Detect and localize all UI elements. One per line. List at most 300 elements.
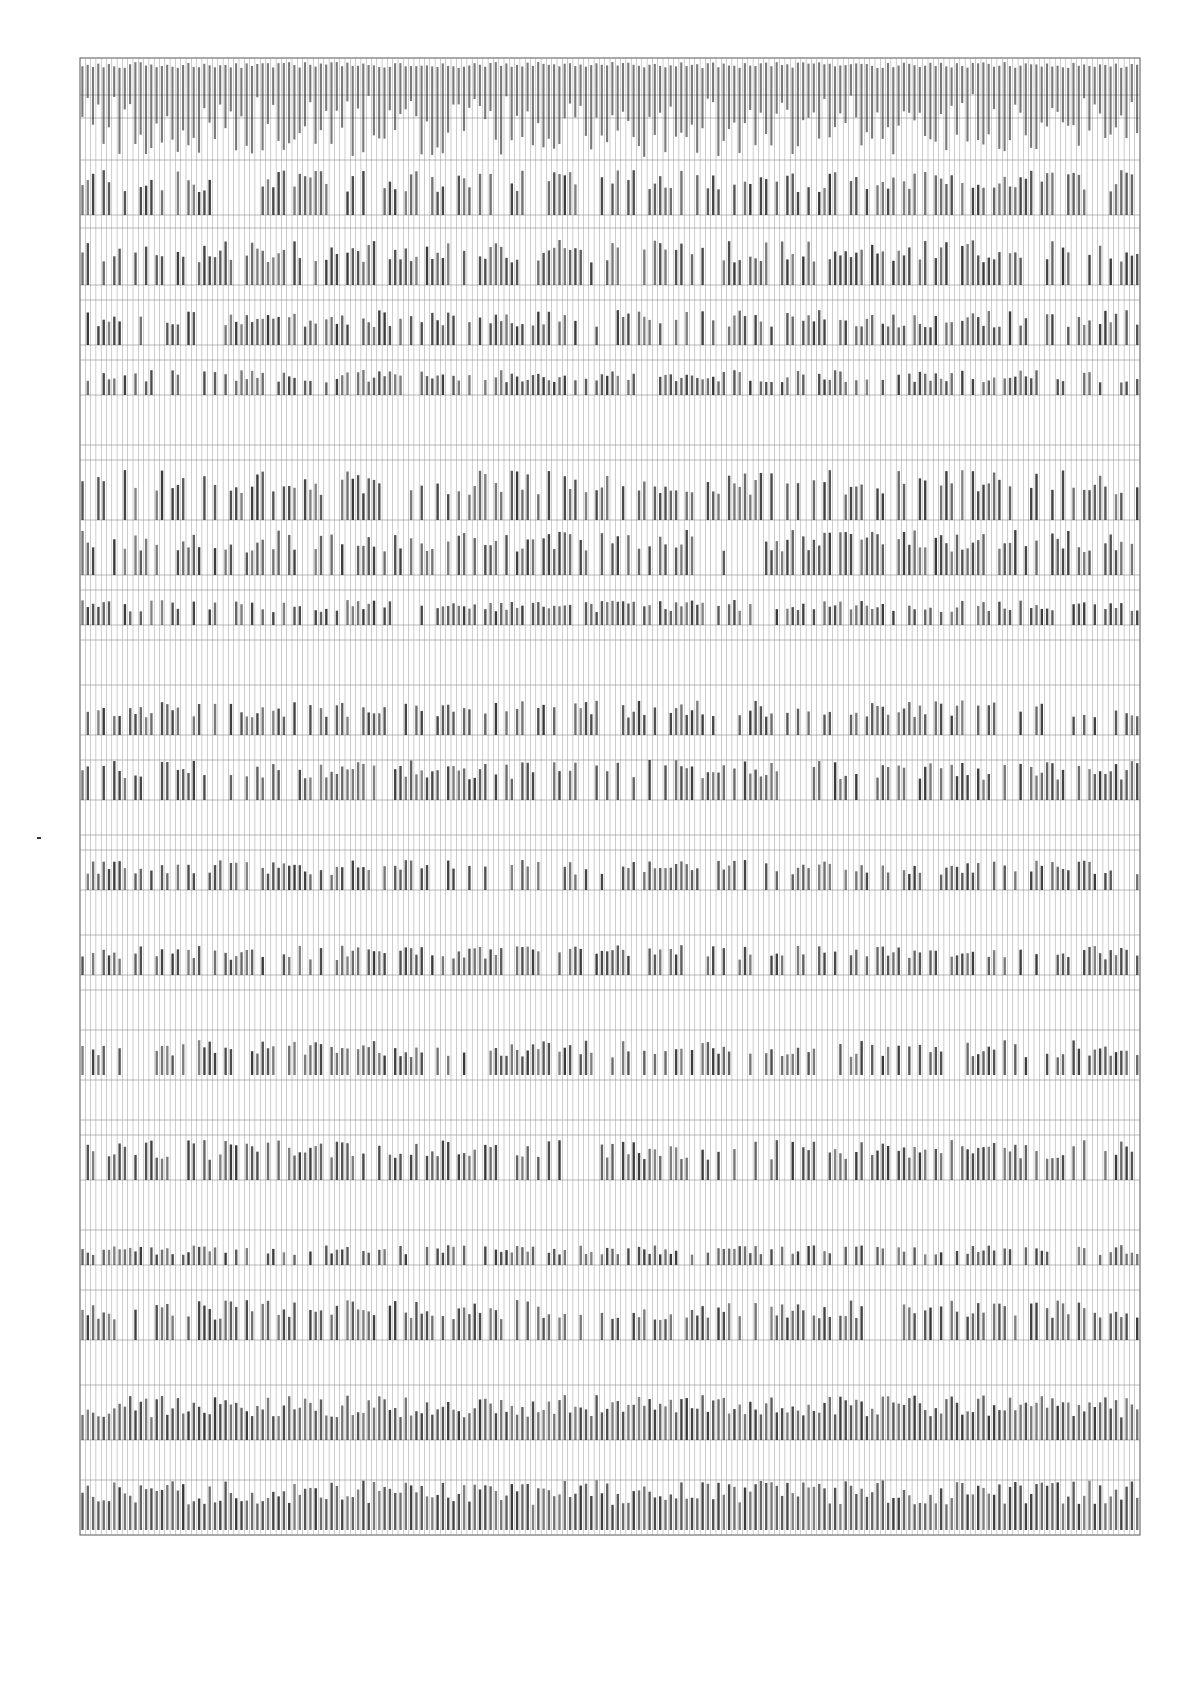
illegible-text-fragment — [511, 779, 513, 800]
illegible-text-fragment — [262, 1042, 264, 1075]
illegible-text-fragment — [325, 184, 327, 215]
illegible-text-fragment — [686, 602, 688, 625]
illegible-text-fragment — [336, 1250, 338, 1265]
illegible-text-fragment — [140, 611, 142, 625]
illegible-text-fragment — [903, 1252, 905, 1265]
illegible-text-fragment — [643, 1159, 645, 1180]
illegible-text-fragment — [993, 950, 995, 975]
illegible-text-fragment — [659, 1320, 661, 1340]
illegible-description-fragment — [1004, 62, 1006, 151]
illegible-text-fragment — [908, 702, 910, 735]
illegible-text-fragment — [262, 540, 264, 575]
illegible-text-fragment — [383, 953, 385, 975]
illegible-text-fragment — [527, 474, 529, 520]
illegible-text-fragment — [177, 770, 179, 800]
illegible-text-fragment — [924, 547, 926, 575]
illegible-text-fragment — [601, 533, 603, 575]
illegible-text-fragment — [643, 1249, 645, 1265]
illegible-text-fragment — [913, 609, 915, 625]
illegible-text-fragment — [389, 1410, 391, 1440]
illegible-text-fragment — [304, 778, 306, 800]
illegible-text-fragment — [1004, 765, 1006, 800]
illegible-text-fragment — [680, 606, 682, 625]
illegible-text-fragment — [256, 319, 258, 345]
illegible-text-fragment — [134, 535, 136, 575]
illegible-text-fragment — [945, 381, 947, 395]
illegible-text-fragment — [357, 475, 359, 520]
illegible-text-fragment — [818, 546, 820, 575]
illegible-text-fragment — [977, 1399, 979, 1440]
illegible-description-fragment — [489, 63, 491, 111]
illegible-text-fragment — [993, 188, 995, 215]
illegible-text-fragment — [81, 185, 83, 215]
illegible-text-fragment — [903, 326, 905, 345]
illegible-text-fragment — [1083, 950, 1085, 975]
illegible-text-fragment — [935, 1047, 937, 1075]
illegible-text-fragment — [426, 1247, 428, 1265]
illegible-text-fragment — [855, 487, 857, 520]
illegible-text-fragment — [532, 375, 534, 395]
illegible-text-fragment — [845, 495, 847, 520]
illegible-text-fragment — [92, 1050, 94, 1075]
illegible-text-fragment — [574, 380, 576, 395]
illegible-text-fragment — [341, 867, 343, 890]
illegible-text-fragment — [770, 382, 772, 395]
illegible-text-fragment — [1067, 1497, 1069, 1530]
illegible-text-fragment — [924, 1503, 926, 1530]
illegible-text-fragment — [1004, 957, 1006, 975]
illegible-description-fragment — [458, 68, 460, 104]
illegible-text-fragment — [977, 1303, 979, 1340]
illegible-text-fragment — [193, 761, 195, 800]
illegible-text-fragment — [633, 1491, 635, 1530]
illegible-text-fragment — [368, 478, 370, 520]
illegible-text-fragment — [336, 705, 338, 735]
illegible-text-fragment — [346, 956, 348, 975]
illegible-text-fragment — [495, 377, 497, 395]
illegible-description-fragment — [373, 65, 375, 135]
illegible-text-fragment — [1131, 611, 1133, 625]
illegible-text-fragment — [474, 604, 476, 625]
illegible-description-fragment — [887, 63, 889, 127]
illegible-text-fragment — [1088, 490, 1090, 520]
illegible-text-fragment — [643, 482, 645, 520]
illegible-text-fragment — [203, 1247, 205, 1265]
illegible-text-fragment — [330, 772, 332, 800]
illegible-text-fragment — [235, 1307, 237, 1340]
illegible-text-fragment — [527, 1252, 529, 1265]
illegible-text-fragment — [633, 602, 635, 625]
illegible-text-fragment — [924, 327, 926, 345]
illegible-description-fragment — [712, 63, 714, 103]
illegible-text-fragment — [214, 704, 216, 735]
illegible-text-fragment — [118, 959, 120, 975]
illegible-text-fragment — [224, 1301, 226, 1340]
illegible-text-fragment — [474, 1150, 476, 1180]
illegible-text-fragment — [431, 177, 433, 215]
illegible-text-fragment — [988, 1047, 990, 1075]
illegible-text-fragment — [288, 1396, 290, 1440]
illegible-text-fragment — [1099, 953, 1101, 975]
illegible-text-fragment — [569, 1045, 571, 1075]
illegible-text-fragment — [574, 947, 576, 975]
illegible-text-fragment — [373, 378, 375, 395]
illegible-text-fragment — [887, 1503, 889, 1530]
illegible-text-fragment — [108, 869, 110, 890]
illegible-text-fragment — [118, 1048, 120, 1075]
illegible-text-fragment — [203, 476, 205, 520]
illegible-text-fragment — [892, 178, 894, 215]
illegible-text-fragment — [288, 1503, 290, 1530]
illegible-text-fragment — [341, 480, 343, 520]
illegible-text-fragment — [256, 1054, 258, 1075]
illegible-text-fragment — [882, 865, 884, 890]
illegible-text-fragment — [1067, 957, 1069, 975]
illegible-text-fragment — [548, 380, 550, 395]
illegible-text-fragment — [1072, 604, 1074, 625]
illegible-text-fragment — [224, 1048, 226, 1075]
illegible-text-fragment — [124, 778, 126, 800]
illegible-description-fragment — [145, 66, 147, 154]
illegible-text-fragment — [786, 483, 788, 520]
illegible-text-fragment — [1110, 603, 1112, 625]
illegible-text-fragment — [505, 610, 507, 625]
illegible-text-fragment — [855, 1318, 857, 1340]
illegible-text-fragment — [977, 185, 979, 215]
illegible-text-fragment — [1072, 717, 1074, 735]
illegible-text-fragment — [325, 1246, 327, 1265]
illegible-text-fragment — [548, 1314, 550, 1340]
illegible-text-fragment — [405, 1254, 407, 1265]
illegible-text-fragment — [187, 1252, 189, 1265]
illegible-text-fragment — [765, 1483, 767, 1530]
illegible-text-fragment — [696, 701, 698, 735]
illegible-text-fragment — [945, 323, 947, 345]
illegible-text-fragment — [500, 321, 502, 345]
illegible-text-fragment — [1115, 550, 1117, 575]
illegible-text-fragment — [786, 377, 788, 395]
illegible-text-fragment — [717, 1483, 719, 1530]
illegible-text-fragment — [1046, 1252, 1048, 1265]
illegible-text-fragment — [860, 1489, 862, 1530]
illegible-description-fragment — [447, 66, 449, 133]
illegible-text-fragment — [463, 178, 465, 215]
illegible-text-fragment — [1099, 476, 1101, 520]
illegible-text-fragment — [489, 603, 491, 625]
illegible-text-fragment — [452, 712, 454, 735]
illegible-text-fragment — [394, 1301, 396, 1340]
illegible-text-fragment — [929, 1308, 931, 1340]
illegible-text-fragment — [495, 1310, 497, 1340]
illegible-text-fragment — [707, 188, 709, 215]
illegible-text-fragment — [691, 1255, 693, 1265]
illegible-text-fragment — [982, 1147, 984, 1180]
illegible-text-fragment — [378, 1250, 380, 1265]
illegible-text-fragment — [113, 317, 115, 345]
illegible-text-fragment — [378, 483, 380, 520]
illegible-text-fragment — [1057, 379, 1059, 395]
illegible-text-fragment — [293, 1484, 295, 1530]
illegible-text-fragment — [277, 868, 279, 890]
illegible-text-fragment — [362, 867, 364, 890]
illegible-text-fragment — [161, 1159, 163, 1180]
illegible-text-fragment — [1099, 1255, 1101, 1265]
illegible-text-fragment — [421, 543, 423, 575]
illegible-description-fragment — [1009, 66, 1011, 140]
illegible-text-fragment — [553, 382, 555, 395]
illegible-text-fragment — [256, 767, 258, 800]
illegible-text-fragment — [1067, 174, 1069, 215]
illegible-text-fragment — [659, 377, 661, 395]
illegible-text-fragment — [489, 174, 491, 215]
illegible-text-fragment — [781, 1304, 783, 1340]
illegible-text-fragment — [585, 492, 587, 520]
illegible-text-fragment — [1094, 1504, 1096, 1530]
illegible-text-fragment — [1072, 1040, 1074, 1075]
illegible-text-fragment — [855, 253, 857, 285]
illegible-text-fragment — [447, 606, 449, 625]
illegible-text-fragment — [537, 374, 539, 395]
illegible-text-fragment — [1035, 541, 1037, 575]
illegible-text-fragment — [770, 1049, 772, 1075]
illegible-text-fragment — [463, 1417, 465, 1440]
illegible-text-fragment — [304, 1153, 306, 1180]
illegible-text-fragment — [834, 1414, 836, 1440]
illegible-text-fragment — [691, 1310, 693, 1340]
illegible-text-fragment — [797, 610, 799, 625]
illegible-text-fragment — [882, 765, 884, 800]
illegible-text-fragment — [118, 771, 120, 800]
illegible-text-fragment — [993, 378, 995, 395]
illegible-text-fragment — [81, 600, 83, 625]
illegible-text-fragment — [951, 612, 953, 625]
illegible-text-fragment — [648, 546, 650, 575]
illegible-text-fragment — [675, 1049, 677, 1075]
illegible-text-fragment — [723, 948, 725, 975]
illegible-text-fragment — [452, 376, 454, 395]
illegible-text-fragment — [1014, 530, 1016, 575]
illegible-text-fragment — [1120, 1245, 1122, 1265]
illegible-description-fragment — [463, 67, 465, 131]
illegible-text-fragment — [686, 530, 688, 575]
illegible-text-fragment — [940, 1414, 942, 1440]
illegible-text-fragment — [1051, 241, 1053, 285]
illegible-text-fragment — [988, 705, 990, 735]
illegible-text-fragment — [606, 376, 608, 395]
illegible-text-fragment — [633, 170, 635, 215]
illegible-text-fragment — [251, 1146, 253, 1180]
illegible-text-fragment — [240, 952, 242, 975]
illegible-text-fragment — [548, 534, 550, 575]
illegible-text-fragment — [484, 1246, 486, 1265]
illegible-text-fragment — [134, 1155, 136, 1180]
illegible-text-fragment — [1131, 715, 1133, 735]
illegible-text-fragment — [919, 873, 921, 890]
illegible-text-fragment — [940, 1153, 942, 1180]
illegible-text-fragment — [823, 1488, 825, 1530]
illegible-text-fragment — [246, 950, 248, 975]
illegible-text-fragment — [611, 1402, 613, 1440]
illegible-text-fragment — [919, 547, 921, 575]
illegible-text-fragment — [511, 262, 513, 285]
illegible-text-fragment — [680, 861, 682, 890]
illegible-text-fragment — [1035, 1151, 1037, 1180]
illegible-text-fragment — [765, 542, 767, 575]
illegible-text-fragment — [272, 491, 274, 520]
illegible-text-fragment — [405, 704, 407, 735]
illegible-text-fragment — [431, 378, 433, 395]
illegible-text-fragment — [670, 1314, 672, 1340]
illegible-description-fragment — [108, 64, 110, 127]
illegible-text-fragment — [214, 372, 216, 395]
illegible-text-fragment — [929, 381, 931, 395]
illegible-text-fragment — [1131, 761, 1133, 800]
illegible-text-fragment — [357, 1309, 359, 1340]
illegible-text-fragment — [468, 322, 470, 345]
illegible-text-fragment — [156, 956, 158, 975]
illegible-text-fragment — [723, 870, 725, 890]
illegible-text-fragment — [272, 1249, 274, 1265]
illegible-description-fragment — [781, 65, 783, 103]
illegible-text-fragment — [1009, 610, 1011, 625]
illegible-text-fragment — [415, 1048, 417, 1075]
illegible-text-fragment — [145, 381, 147, 395]
illegible-text-fragment — [81, 1046, 83, 1075]
illegible-text-fragment — [1104, 311, 1106, 345]
illegible-text-fragment — [935, 316, 937, 345]
illegible-text-fragment — [908, 189, 910, 215]
illegible-text-fragment — [452, 603, 454, 625]
illegible-text-fragment — [209, 1486, 211, 1530]
illegible-text-fragment — [214, 1397, 216, 1440]
illegible-text-fragment — [898, 327, 900, 345]
illegible-text-fragment — [134, 1502, 136, 1530]
illegible-text-fragment — [675, 381, 677, 395]
illegible-text-fragment — [988, 311, 990, 345]
illegible-text-fragment — [1035, 1403, 1037, 1440]
illegible-text-fragment — [1083, 861, 1085, 890]
illegible-text-fragment — [1067, 327, 1069, 345]
illegible-text-fragment — [1125, 1487, 1127, 1530]
illegible-text-fragment — [972, 1056, 974, 1075]
illegible-text-fragment — [940, 179, 942, 215]
illegible-description-fragment — [378, 67, 380, 138]
illegible-text-fragment — [818, 374, 820, 395]
illegible-text-fragment — [1014, 1044, 1016, 1075]
illegible-text-fragment — [124, 191, 126, 215]
illegible-text-fragment — [1083, 715, 1085, 735]
illegible-text-fragment — [230, 315, 232, 345]
illegible-text-fragment — [1041, 609, 1043, 625]
illegible-text-fragment — [394, 374, 396, 395]
illegible-text-fragment — [315, 171, 317, 215]
illegible-text-fragment — [1072, 173, 1074, 215]
illegible-text-fragment — [166, 1248, 168, 1265]
illegible-text-fragment — [103, 602, 105, 625]
illegible-text-fragment — [585, 550, 587, 575]
illegible-text-fragment — [1019, 371, 1021, 395]
illegible-text-fragment — [166, 1046, 168, 1075]
illegible-text-fragment — [993, 1405, 995, 1440]
illegible-text-fragment — [717, 381, 719, 395]
illegible-description-fragment — [1115, 64, 1117, 128]
illegible-text-fragment — [951, 1301, 953, 1340]
illegible-text-fragment — [171, 1481, 173, 1530]
illegible-description-fragment — [1078, 66, 1080, 146]
illegible-text-fragment — [749, 711, 751, 735]
illegible-text-fragment — [648, 605, 650, 625]
illegible-text-fragment — [972, 1313, 974, 1340]
illegible-text-fragment — [352, 1156, 354, 1180]
illegible-text-fragment — [224, 325, 226, 345]
illegible-text-fragment — [998, 480, 1000, 520]
illegible-text-fragment — [1057, 1406, 1059, 1440]
illegible-text-fragment — [855, 871, 857, 890]
illegible-text-fragment — [961, 763, 963, 800]
illegible-description-fragment — [871, 66, 873, 139]
illegible-text-fragment — [134, 954, 136, 975]
illegible-text-fragment — [686, 1318, 688, 1340]
illegible-text-fragment — [760, 1481, 762, 1530]
illegible-text-fragment — [251, 1493, 253, 1530]
illegible-text-fragment — [913, 1147, 915, 1180]
illegible-text-fragment — [733, 600, 735, 625]
illegible-text-fragment — [749, 495, 751, 520]
illegible-text-fragment — [1136, 379, 1138, 395]
illegible-text-fragment — [352, 176, 354, 215]
illegible-text-fragment — [304, 381, 306, 395]
illegible-text-fragment — [1051, 1483, 1053, 1530]
illegible-text-fragment — [1004, 378, 1006, 395]
illegible-text-fragment — [267, 874, 269, 890]
illegible-text-fragment — [638, 1317, 640, 1340]
illegible-text-fragment — [776, 541, 778, 575]
illegible-text-fragment — [728, 241, 730, 285]
illegible-text-fragment — [691, 536, 693, 575]
illegible-text-fragment — [447, 1142, 449, 1180]
illegible-text-fragment — [786, 1412, 788, 1440]
illegible-text-fragment — [171, 1408, 173, 1440]
illegible-text-fragment — [140, 1247, 142, 1265]
illegible-text-fragment — [749, 1402, 751, 1440]
illegible-text-fragment — [898, 1151, 900, 1180]
illegible-text-fragment — [638, 312, 640, 345]
illegible-text-fragment — [643, 250, 645, 285]
illegible-text-fragment — [150, 1247, 152, 1265]
illegible-text-fragment — [1051, 490, 1053, 520]
illegible-text-fragment — [352, 1302, 354, 1340]
illegible-text-fragment — [1051, 1158, 1053, 1180]
illegible-text-fragment — [447, 1402, 449, 1440]
illegible-text-fragment — [1083, 373, 1085, 395]
illegible-text-fragment — [829, 712, 831, 735]
illegible-text-fragment — [219, 1501, 221, 1530]
illegible-text-fragment — [871, 609, 873, 625]
illegible-text-fragment — [749, 1253, 751, 1265]
illegible-text-fragment — [521, 606, 523, 625]
illegible-text-fragment — [505, 1412, 507, 1440]
illegible-text-fragment — [956, 535, 958, 575]
illegible-text-fragment — [442, 1483, 444, 1530]
illegible-text-fragment — [405, 248, 407, 285]
illegible-description-fragment — [368, 65, 370, 96]
illegible-text-fragment — [966, 1149, 968, 1180]
illegible-text-fragment — [728, 1249, 730, 1265]
illegible-text-fragment — [617, 763, 619, 800]
illegible-text-fragment — [145, 247, 147, 285]
illegible-text-fragment — [92, 547, 94, 575]
illegible-text-fragment — [113, 256, 115, 285]
